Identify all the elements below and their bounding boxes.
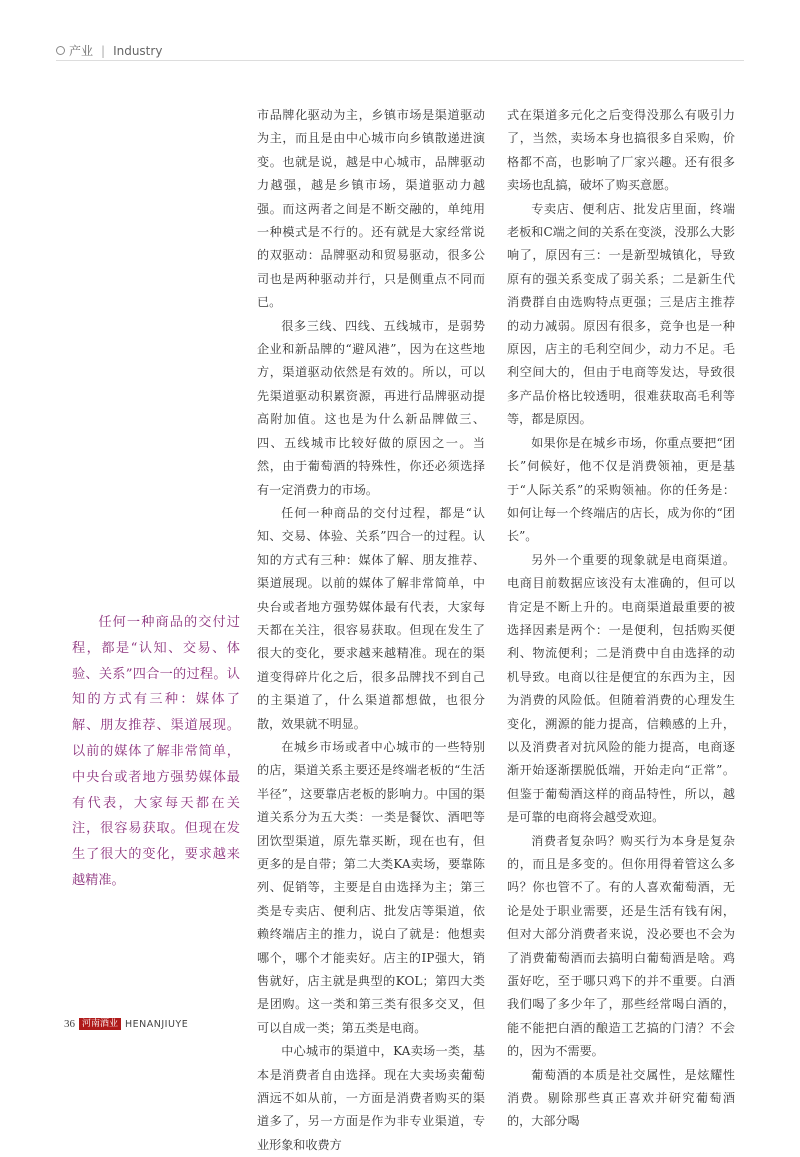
paragraph: 如果你是在城乡市场，你重点要把“团长”伺候好，他不仅是消费领袖，更是基于“人际关系”的采购领袖。你的任务是：如何让每一个终端店的店长，成为你的“团长”。	[507, 435, 735, 544]
paragraph: 中心城市的渠道中，KA卖场一类，基本是消费者自由选择。现在大卖场卖葡萄酒远不如从前，一方面是消费者购买的渠道多了，另一方面是作为非专业渠道，专业形象和收费方	[257, 1044, 485, 1152]
header-separator: |	[101, 43, 106, 58]
text-column-1	[257, 104, 485, 1157]
paragraph: 市品牌化驱动为主，乡镇市场是渠道驱动为主，而且是由中心城市向乡镇散递进演变。也就是说，越是中心城市，品牌驱动力越强，越是乡镇市场，渠道驱动力越强。而这两者之间是不断交融的，单纯用一种模式是不行的。还有就是大家经常说的双驱动：品牌驱动和贸易驱动，很多公司也是两种驱动并行，只是侧重点不同而已。	[257, 108, 485, 310]
paragraph: 消费者复杂吗？购买行为本身是复杂的，而且是多变的。但你用得着管这么多吗？你也管不了。有的人喜欢葡萄酒，无论是处于职业需要，还是生活有钱有闲，但对大部分消费者来说，没必要也不会为了消费葡萄酒而去搞明白葡萄酒是啥。鸡蛋好吃，至于哪只鸡下的并不重要。白酒我们喝了多少年了，那些经常喝白酒的，能不能把白酒的酿造工艺搞的门清？不会的，因为不需要。	[507, 833, 735, 1059]
paragraph: 另外一个重要的现象就是电商渠道。电商目前数据应该没有太准确的，但可以肯定是不断上升的。电商渠道最重要的被选择因素是两个：一是便利，包括购买便利、物流便利；二是消费中自由选择的动机导致。电商以往是便宜的东西为主，因为消费的风险低。但随着消费的心理发生变化，溯源的能力提高，信赖感的上升，以及消费者对抗风险的能力提高，电商逐渐开始逐渐摆脱低端，开始走向“正常”。但鉴于葡萄酒这样的商品特性，所以，越是可靠的电商将会越受欢迎。	[507, 552, 735, 825]
pull-quote: 任何一种商品的交付过程，都是“认知、交易、体验、关系”四合一的过程。认知的方式有三种：媒体了解、朋友推荐、渠道展现。以前的媒体了解非常简单，中央台或者地方强势媒体最有代表，大家每天都在关注，很容易获取。但现在发生了很大的变化，要求越来越精准。	[72, 615, 240, 888]
paragraph: 在城乡市场或者中心城市的一些特别的店，渠道关系主要还是终端老板的“生活半径”，这要靠店老板的影响力。中国的渠道关系分为五大类：一类是餐饮、酒吧等团饮型渠道，原先靠买断，现在也有，但更多的是自带；第二大类KA卖场，要靠陈列、促销等，主要是自由选择为主；第三类是专卖店、便利店、批发店等渠道，依赖终端店主的推力，说白了就是：他想卖哪个，哪个才能卖好。店主的IP强大，销售就好，店主就是典型的KOL；第四大类是团购。这一类和第三类有很多交叉，但可以自成一类；第五类是电商。	[257, 739, 485, 1035]
page-footer	[64, 1018, 188, 1030]
section-label-cn: 产业	[69, 44, 94, 58]
circle-icon	[56, 46, 65, 55]
paragraph: 很多三线、四线、五线城市，是弱势企业和新品牌的“避风港”，因为在这些地方，渠道驱动依然是有效的。所以，可以先渠道驱动积累资源，再进行品牌驱动提高附加值。这也是为什么新品牌做三、四、五线城市比较好做的原因之一。当然，由于葡萄酒的特殊性，你还必须选择有一定消费力的市场。	[257, 318, 485, 497]
paragraph: 任何一种商品的交付过程，都是“认知、交易、体验、关系”四合一的过程。认知的方式有三种：媒体了解、朋友推荐、渠道展现。以前的媒体了解非常简单，中央台或者地方强势媒体最有代表，大家每天都在关注，很容易获取。但现在发生了很大的变化，要求越来越精准。现在的渠道变得碎片化之后，很多品牌找不到自己的主渠道了，什么渠道都想做，也很分散，效果就不明显。	[257, 505, 485, 731]
paragraph: 葡萄酒的本质是社交属性，是炫耀性消费。剔除那些真正喜欢并研究葡萄酒的，大部分喝	[507, 1067, 735, 1129]
section-header	[56, 42, 162, 59]
header-rule	[56, 60, 744, 61]
magazine-name-en: HENANJIUYE	[125, 1018, 189, 1030]
paragraph: 式在渠道多元化之后变得没那么有吸引力了，当然，卖场本身也搞很多自采购，价格都不高，也影响了厂家兴趣。还有很多卖场也乱搞，破坏了购买意愿。	[507, 108, 735, 193]
paragraph: 专卖店、便利店、批发店里面，终端老板和C端之间的关系在变淡，没那么大影响了，原因有三：一是新型城镇化，导致原有的强关系变成了弱关系；二是新生代消费群自由选购特点更强；三是店主推荐的动力减弱。原因有很多，竞争也是一种原因，店主的毛利空间少，动力不足。毛利空间大的，但由于电商等发达，导致很多产品价格比较透明，很难获取高毛利等等，都是原因。	[507, 201, 735, 427]
magazine-logo: 河南酒业	[79, 1018, 121, 1030]
page-number: 36	[64, 1018, 75, 1030]
text-column-2	[507, 104, 735, 1134]
section-label-en: Industry	[113, 43, 163, 58]
